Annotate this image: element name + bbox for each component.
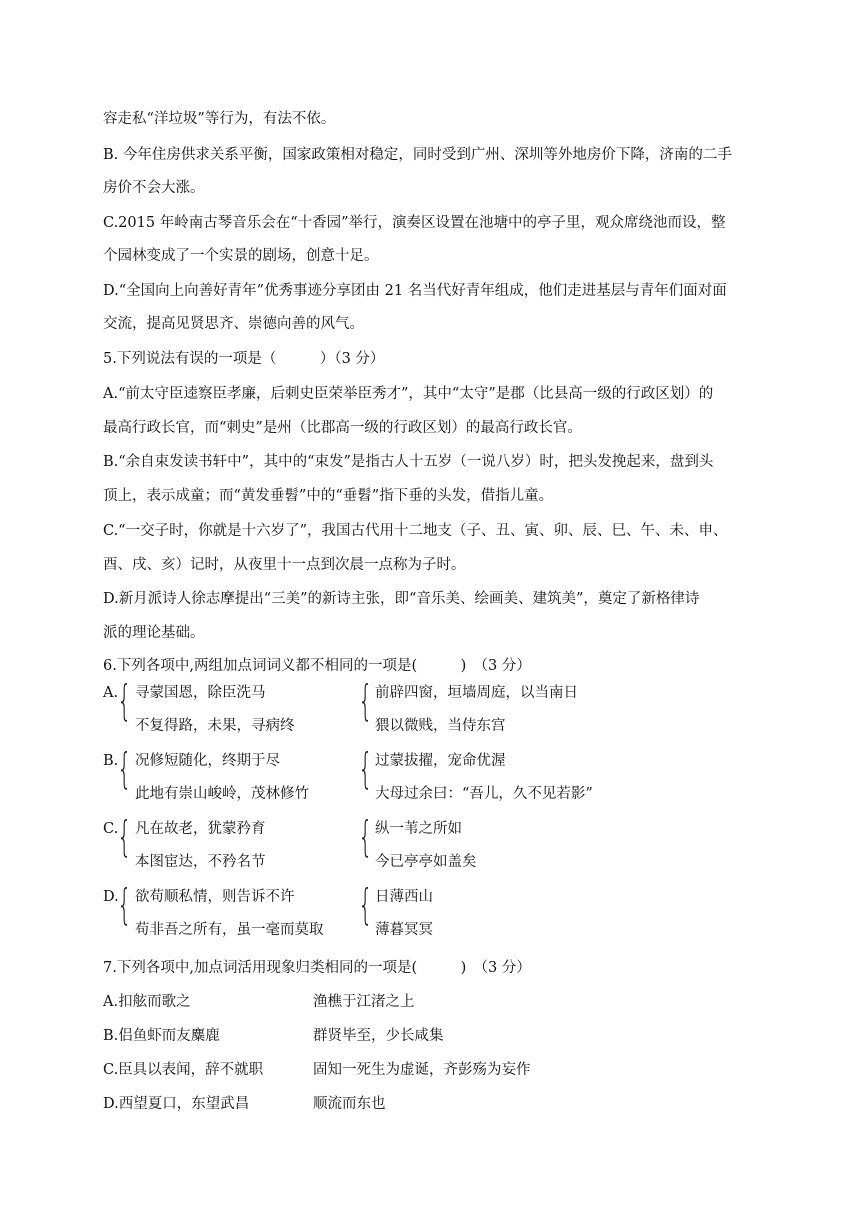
- brace-left-icon: {: [117, 812, 132, 861]
- text-line: 酉、戌、亥）记时，从夜里十一点到次晨一点称为子时。: [103, 557, 466, 573]
- q7-b-left: B.侣鱼虾而友麋鹿: [103, 1028, 220, 1044]
- brace-right-icon: {: [358, 744, 373, 793]
- q6-b-right-top: 过蒙拔擢，宠命优渥: [375, 753, 506, 769]
- q6-c-right-bottom: 今已亭亭如盖矣: [375, 854, 477, 870]
- q7-d-right: 顺流而东也: [313, 1096, 386, 1112]
- brace-left-icon: {: [117, 676, 132, 725]
- q7-c-right: 固知一死生为虚诞，齐彭殇为妄作: [313, 1062, 531, 1078]
- text-line: 派的理论基础。: [103, 625, 205, 641]
- question-7-title: 7.下列各项中,加点词活用现象归类相同的一项是( ) （3 分）: [103, 960, 531, 976]
- q6-c-left-top: 凡在故老，犹蒙矜育: [135, 821, 266, 837]
- q6-b-left-top: 况修短随化，终期于尽: [135, 753, 280, 769]
- q6-d-left-bottom: 苟非吾之所有，虽一毫而莫取: [135, 922, 324, 938]
- brace-left-icon: {: [117, 880, 132, 929]
- text-line: C.“一交子时，你就是十六岁了”，我国古代用十二地支（子、丑、寅、卯、辰、巳、午、未、申、: [103, 523, 728, 539]
- text-line: A.“前太守臣逵察臣孝廉，后刺史臣荣举臣秀才”，其中“太守”是郡（比县高一级的行政区划）的: [103, 386, 714, 402]
- q6-b-left-bottom: 此地有崇山峻岭，茂林修竹: [135, 786, 309, 802]
- q6-b-right-bottom: 大母过余曰：“吾儿，久不见若影”: [375, 786, 593, 802]
- text-line: 顶上，表示成童；而“黄发垂髫”中的“垂髫”指下垂的头发，借指儿童。: [103, 488, 554, 504]
- q7-a-left: A.扣舷而歌之: [103, 994, 191, 1010]
- brace-right-icon: {: [358, 880, 373, 929]
- q6-c-left-bottom: 本图宦达，不矜名节: [135, 854, 266, 870]
- text-line: C.2015 年岭南古琴音乐会在“十香园”举行，演奏区设置在池塘中的亭子里，观众席绕池而设，整: [103, 215, 726, 231]
- text-line: B. 今年住房供求关系平衡，国家政策相对稳定，同时受到广州、深圳等外地房价下降，济南的二手: [103, 147, 732, 163]
- text-line: 房价不会大涨。: [103, 180, 205, 196]
- brace-right-icon: {: [358, 812, 373, 861]
- question-5-title: 5.下列说法有误的一项是（ ）（3 分）: [103, 351, 385, 367]
- text-line: D.“全国向上向善好青年”优秀事迹分享团由 21 名当代好青年组成，他们走进基层与青年们面对面: [103, 283, 727, 299]
- q6-a-left-top: 寻蒙国恩，除臣洗马: [135, 685, 266, 701]
- q6-a-left-bottom: 不复得路，未果，寻病终: [135, 718, 295, 734]
- text-line: 交流，提高见贤思齐、崇德向善的风气。: [103, 316, 364, 332]
- q7-c-left: C.臣具以表闻，辞不就职: [103, 1062, 264, 1078]
- q6-d-right-top: 日薄西山: [375, 889, 433, 905]
- brace-left-icon: {: [117, 744, 132, 793]
- q6-a-right-bottom: 猥以微贱，当侍东宫: [375, 718, 506, 734]
- text-line: 个园林变成了一个实景的剧场，创意十足。: [103, 248, 379, 264]
- q7-d-left: D.西望夏口，东望武昌: [103, 1096, 250, 1112]
- q6-d-right-bottom: 薄暮冥冥: [375, 922, 433, 938]
- q6-c-right-top: 纵一苇之所如: [375, 821, 462, 837]
- q6-option-label: A.: [103, 685, 119, 701]
- question-6-title: 6.下列各项中,两组加点词词义都不相同的一项是( ) （3 分）: [103, 658, 531, 674]
- q6-option-label: B.: [103, 753, 119, 769]
- q6-option-label: C.: [103, 821, 119, 837]
- brace-right-icon: {: [358, 676, 373, 725]
- q6-a-right-top: 前辟四窗，垣墙周庭，以当南日: [375, 685, 578, 701]
- text-line: B.“余自束发读书轩中”，其中的“束发”是指古人十五岁（一说八岁）时，把头发挽起来，盘到头: [103, 454, 714, 470]
- text-line: D.新月派诗人徐志摩提出“三美”的新诗主张，即“音乐美、绘画美、建筑美”，奠定了新格律诗: [103, 591, 700, 607]
- q6-d-left-top: 欲苟顺私情，则告诉不许: [135, 889, 295, 905]
- q6-option-label: D.: [103, 889, 119, 905]
- q7-b-right: 群贤毕至，少长咸集: [313, 1028, 444, 1044]
- q7-a-right: 渔樵于江渚之上: [313, 994, 415, 1010]
- text-line: 最高行政长官，而“刺史”是州（比郡高一级的行政区划）的最高行政长官。: [103, 420, 582, 436]
- text-line: 容走私“洋垃圾”等行为，有法不依。: [103, 111, 336, 127]
